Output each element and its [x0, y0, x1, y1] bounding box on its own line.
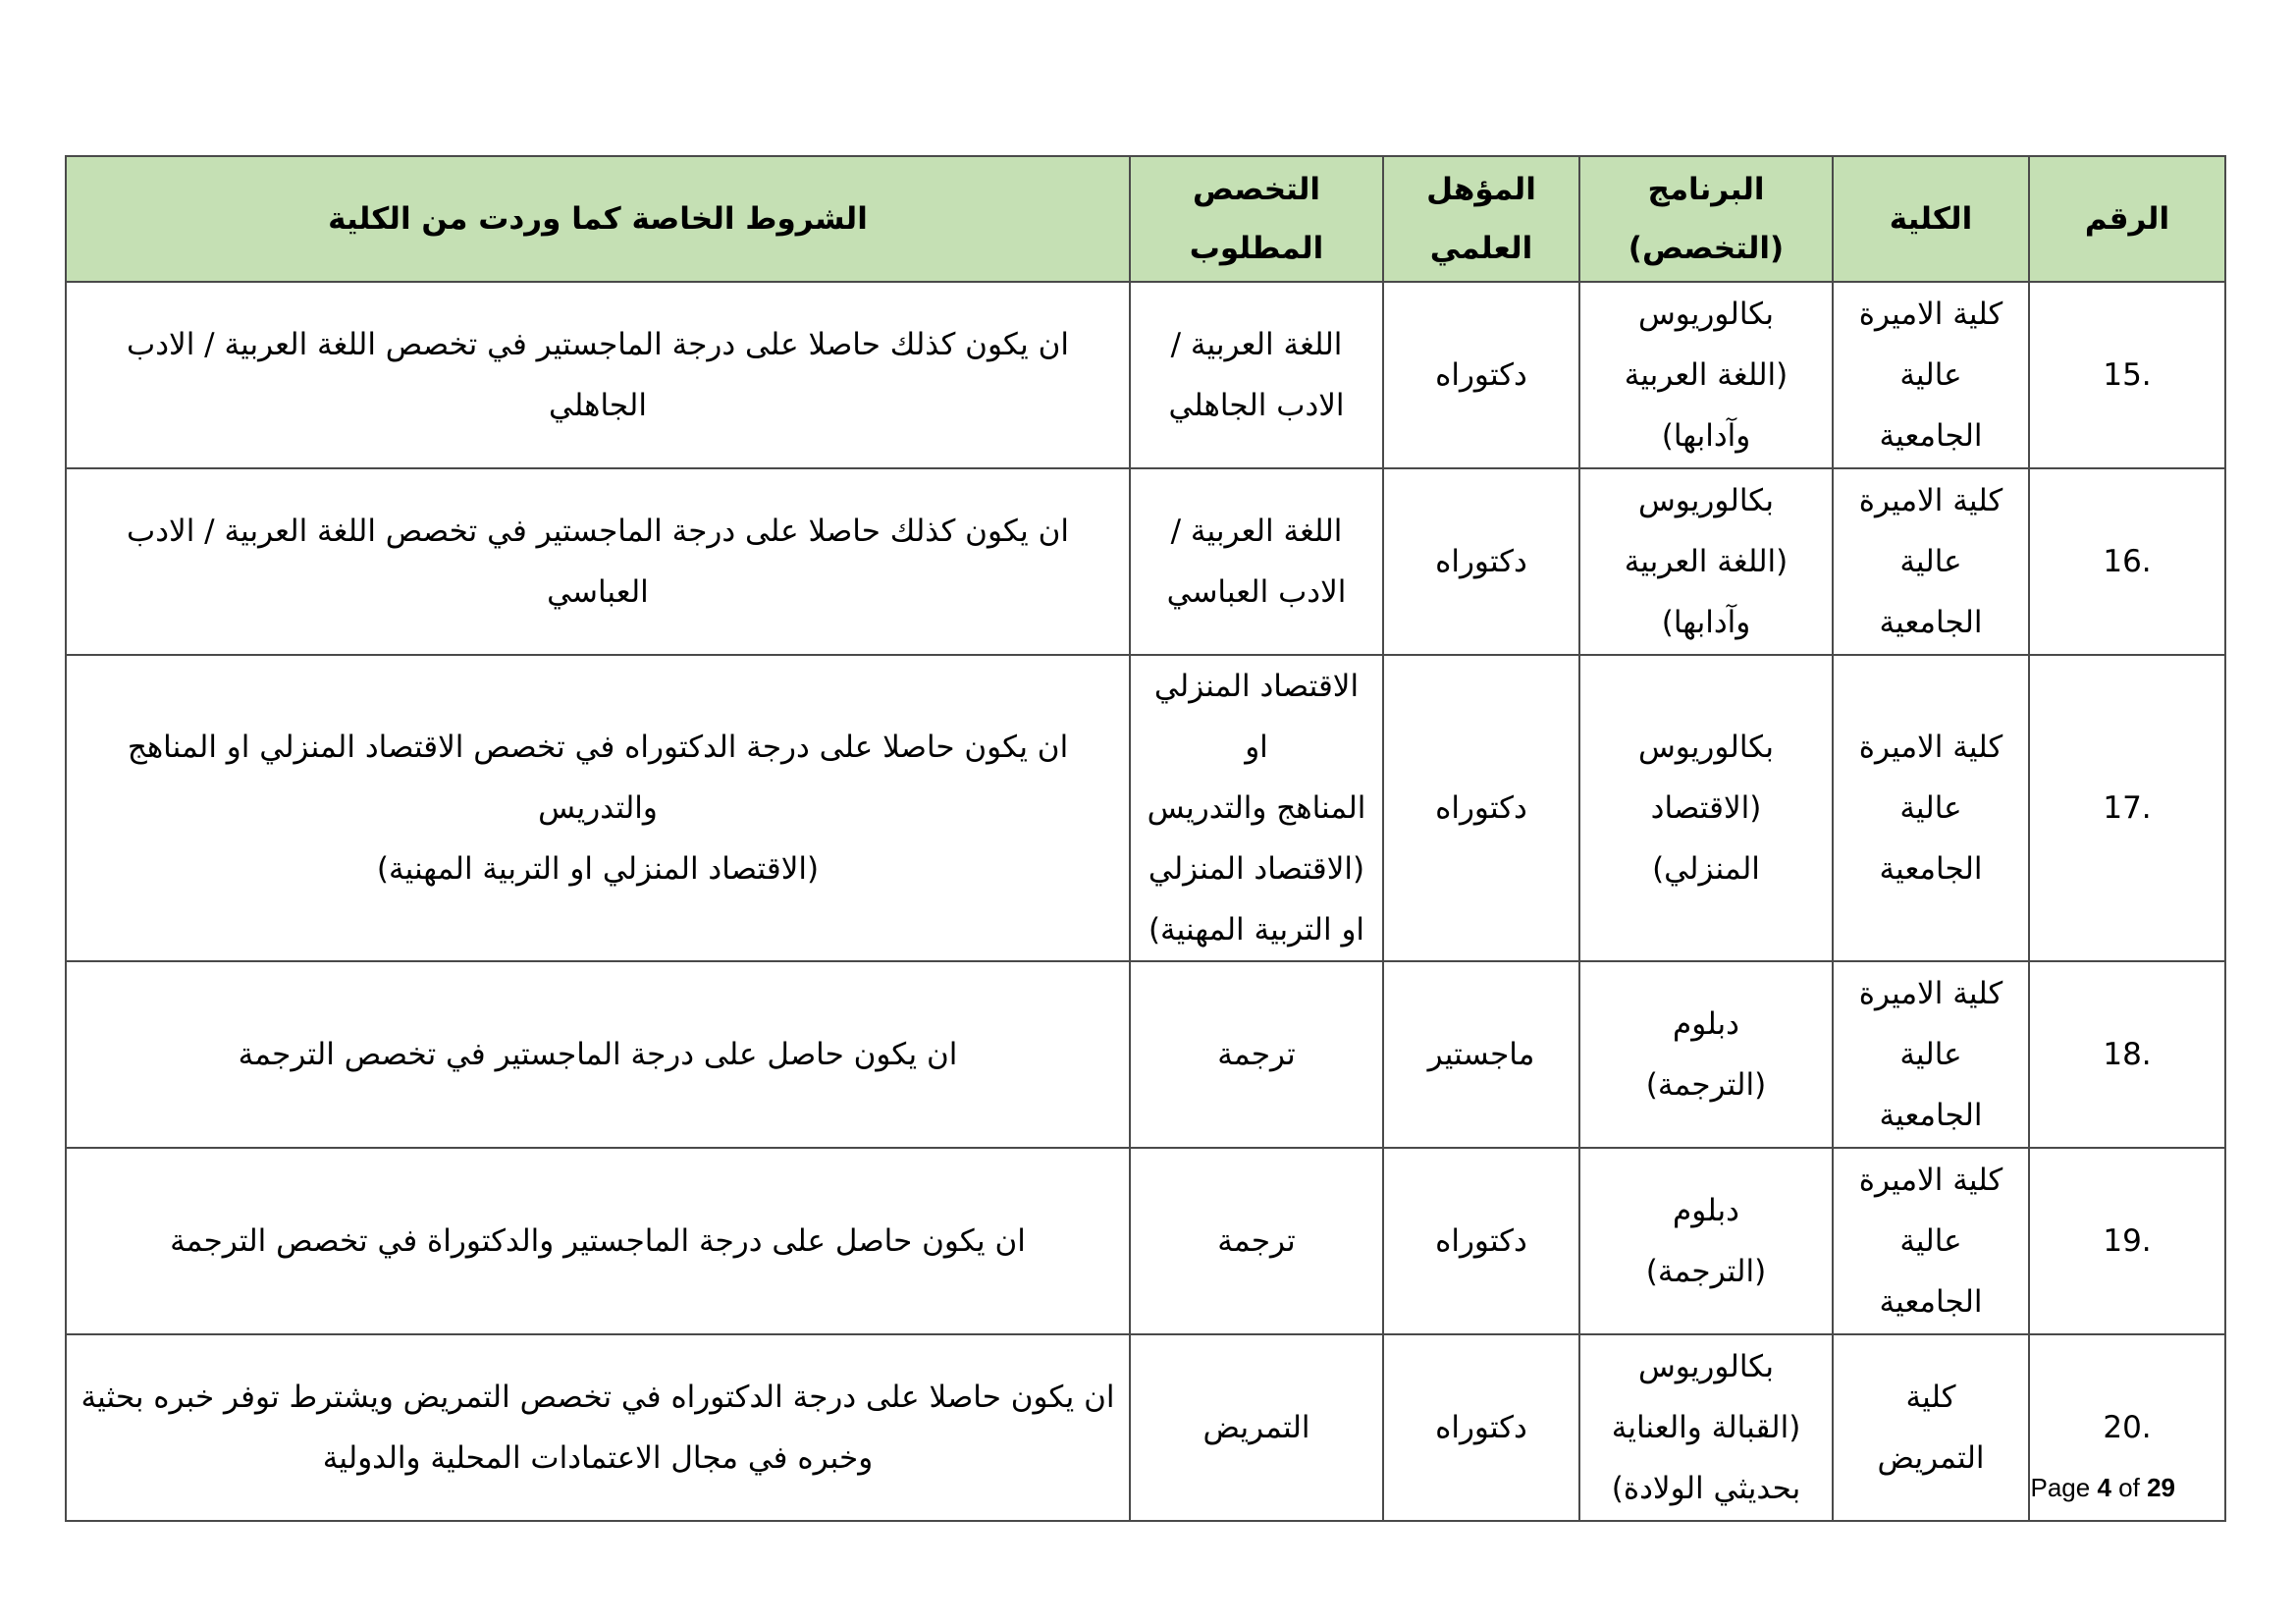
cell-qualification: ماجستير: [1383, 961, 1579, 1148]
cell-conditions: ان يكون حاصل على درجة الماجستير والدكتوراة في تخصص الترجمة: [66, 1148, 1130, 1334]
cell-conditions: ان يكون حاصل على درجة الماجستير في تخصص الترجمة: [66, 961, 1130, 1148]
table-row: [66, 1334, 2225, 1521]
cell-number: 20.: [2029, 1334, 2225, 1521]
header-qualification: المؤهل العلمي: [1383, 156, 1579, 282]
cell-number: 19.: [2029, 1148, 2225, 1334]
cell-program: بكالوريوس (اللغة العربية وآدابها): [1579, 282, 1833, 468]
cell-number: 17.: [2029, 655, 2225, 961]
cell-qualification: دكتوراه: [1383, 282, 1579, 468]
cell-specialization: اللغة العربية / الادب العباسي: [1130, 468, 1383, 655]
header-number: الرقم: [2029, 156, 2225, 282]
cell-specialization: التمريض: [1130, 1334, 1383, 1521]
cell-conditions: ان يكون كذلك حاصلا على درجة الماجستير في تخصص اللغة العربية / الادب الجاهلي: [66, 282, 1130, 468]
cell-qualification: دكتوراه: [1383, 655, 1579, 961]
table-row: [66, 655, 2225, 961]
cell-program: دبلوم (الترجمة): [1579, 1148, 1833, 1334]
cell-conditions: ان يكون كذلك حاصلا على درجة الماجستير في تخصص اللغة العربية / الادب العباسي: [66, 468, 1130, 655]
cell-college: كلية الاميرة عالية الجامعية: [1833, 655, 2029, 961]
table-row: [66, 282, 2225, 468]
cell-number: 15.: [2029, 282, 2225, 468]
cell-number: 16.: [2029, 468, 2225, 655]
cell-college: كلية الاميرة عالية الجامعية: [1833, 468, 2029, 655]
cell-program: بكالوريوس (الاقتصاد المنزلي): [1579, 655, 1833, 961]
table-header-row: [66, 156, 2225, 282]
cell-number: 18.: [2029, 961, 2225, 1148]
cell-specialization: اللغة العربية / الادب الجاهلي: [1130, 282, 1383, 468]
cell-qualification: دكتوراه: [1383, 1148, 1579, 1334]
cell-qualification: دكتوراه: [1383, 468, 1579, 655]
cell-conditions: ان يكون حاصلا على درجة الدكتوراه في تخصص الاقتصاد المنزلي او المناهج والتدريس (الاقتصاد المنزلي او التربية المهنية): [66, 655, 1130, 961]
header-program: البرنامج (التخصص): [1579, 156, 1833, 282]
header-conditions: الشروط الخاصة كما وردت من الكلية: [66, 156, 1130, 282]
page-label: Page: [2030, 1473, 2091, 1502]
cell-program: بكالوريوس (القبالة والعناية بحديثي الولادة): [1579, 1334, 1833, 1521]
cell-college: كلية الاميرة عالية الجامعية: [1833, 282, 2029, 468]
current-page: 4: [2097, 1473, 2111, 1502]
cell-qualification: دكتوراه: [1383, 1334, 1579, 1521]
table-row: [66, 961, 2225, 1148]
cell-conditions: ان يكون حاصلا على درجة الدكتوراه في تخصص التمريض ويشترط توفر خبره بحثية وخبره في مجال الاعتمادات المحلية والدولية: [66, 1334, 1130, 1521]
cell-program: دبلوم (الترجمة): [1579, 961, 1833, 1148]
header-specialization: التخصص المطلوب: [1130, 156, 1383, 282]
cell-college: كلية الاميرة عالية الجامعية: [1833, 1148, 2029, 1334]
cell-college: كلية التمريض: [1833, 1334, 2029, 1521]
conditions-table: [65, 155, 2226, 1522]
page-of-label: of: [2118, 1473, 2140, 1502]
table-row: [66, 468, 2225, 655]
cell-college: كلية الاميرة عالية الجامعية: [1833, 961, 2029, 1148]
total-pages: 29: [2147, 1473, 2175, 1502]
cell-program: بكالوريوس (اللغة العربية وآدابها): [1579, 468, 1833, 655]
cell-specialization: ترجمة: [1130, 1148, 1383, 1334]
cell-specialization: ترجمة: [1130, 961, 1383, 1148]
header-college: الكلية: [1833, 156, 2029, 282]
page-number-footer: [2030, 1473, 2175, 1503]
cell-specialization: الاقتصاد المنزلي او المناهج والتدريس (الاقتصاد المنزلي او التربية المهنية): [1130, 655, 1383, 961]
table-row: [66, 1148, 2225, 1334]
